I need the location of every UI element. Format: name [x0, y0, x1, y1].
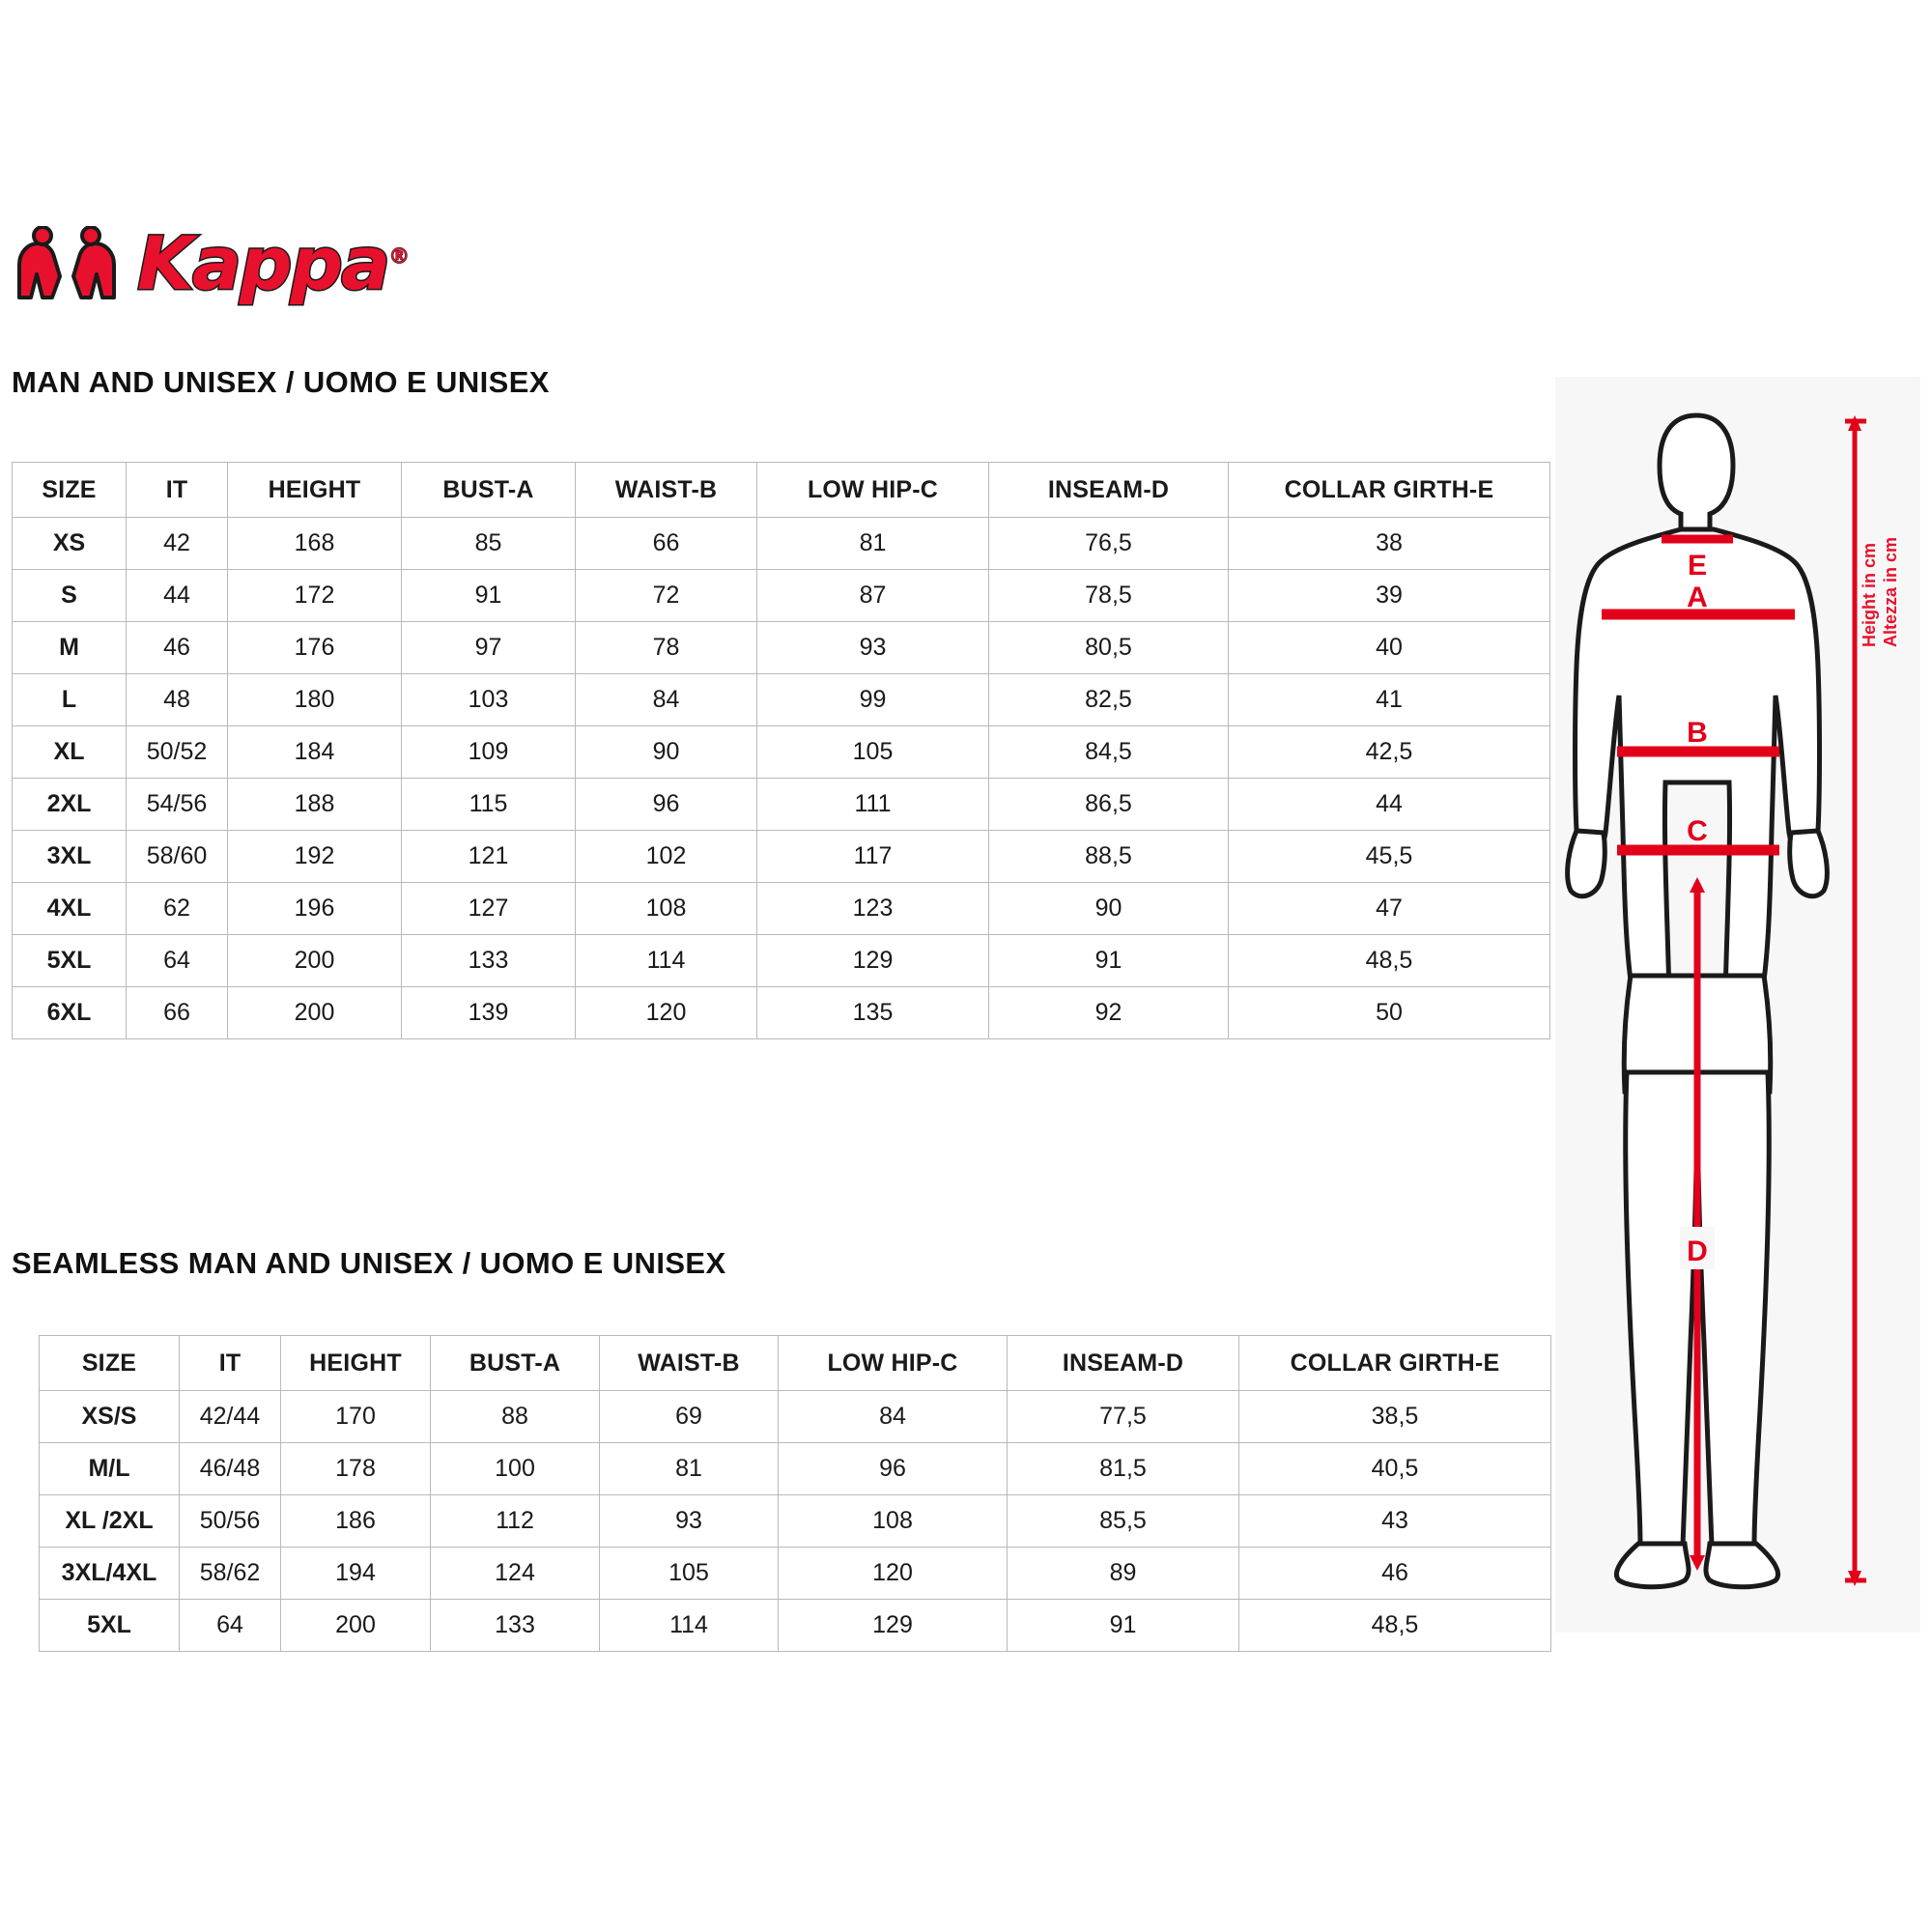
cell-bust: 85 [402, 518, 576, 570]
cell-it: 46 [127, 622, 228, 674]
cell-inseam: 88,5 [989, 831, 1229, 883]
table-row [40, 1443, 1551, 1495]
svg-text:D: D [1687, 1236, 1708, 1267]
cell-it: 42/44 [180, 1391, 281, 1443]
cell-it: 54/56 [127, 779, 228, 831]
col-header-height: HEIGHT [228, 463, 402, 518]
cell-low-hip: 129 [757, 935, 989, 987]
cell-collar-girth: 43 [1239, 1495, 1551, 1548]
cell-size: M/L [40, 1443, 180, 1495]
cell-it: 46/48 [180, 1443, 281, 1495]
cell-size: 6XL [13, 987, 127, 1039]
cell-height: 192 [228, 831, 402, 883]
cell-low-hip: 108 [779, 1495, 1008, 1548]
height-axis-label [1859, 435, 1917, 647]
col-header-inseam: INSEAM-D [1008, 1336, 1239, 1391]
kappa-omini-logo-icon [14, 226, 120, 301]
table-header-row [40, 1336, 1551, 1391]
table-row [13, 622, 1550, 674]
cell-low-hip: 81 [757, 518, 989, 570]
cell-inseam: 81,5 [1008, 1443, 1239, 1495]
cell-bust: 91 [402, 570, 576, 622]
cell-it: 66 [127, 987, 228, 1039]
table-row [13, 779, 1550, 831]
cell-size: 3XL [13, 831, 127, 883]
cell-inseam: 77,5 [1008, 1391, 1239, 1443]
col-header-inseam: INSEAM-D [989, 463, 1229, 518]
registered-mark: ® [388, 244, 409, 270]
cell-bust: 88 [431, 1391, 600, 1443]
cell-height: 200 [281, 1600, 431, 1652]
cell-bust: 133 [431, 1600, 600, 1652]
col-header-collar-girth: COLLAR GIRTH-E [1239, 1336, 1551, 1391]
cell-bust: 133 [402, 935, 576, 987]
cell-inseam: 90 [989, 883, 1229, 935]
cell-inseam: 85,5 [1008, 1495, 1239, 1548]
cell-bust: 127 [402, 883, 576, 935]
cell-inseam: 91 [1008, 1600, 1239, 1652]
cell-it: 42 [127, 518, 228, 570]
cell-it: 50/56 [180, 1495, 281, 1548]
kappa-logo [14, 220, 526, 307]
cell-height: 186 [281, 1495, 431, 1548]
cell-size: 4XL [13, 883, 127, 935]
cell-waist: 78 [576, 622, 757, 674]
cell-bust: 139 [402, 987, 576, 1039]
cell-low-hip: 129 [779, 1600, 1008, 1652]
cell-bust: 124 [431, 1548, 600, 1600]
cell-size: L [13, 674, 127, 726]
size-table-seamless [39, 1335, 1551, 1652]
cell-collar-girth: 41 [1229, 674, 1550, 726]
cell-collar-girth: 50 [1229, 987, 1550, 1039]
cell-low-hip: 111 [757, 779, 989, 831]
cell-bust: 121 [402, 831, 576, 883]
cell-waist: 102 [576, 831, 757, 883]
cell-size: S [13, 570, 127, 622]
svg-text:E: E [1687, 550, 1708, 582]
cell-height: 200 [228, 935, 402, 987]
cell-inseam: 89 [1008, 1548, 1239, 1600]
table-row [13, 883, 1550, 935]
cell-waist: 66 [576, 518, 757, 570]
kappa-wordmark-text: Kappa [137, 220, 389, 306]
cell-waist: 81 [600, 1443, 779, 1495]
cell-waist: 114 [576, 935, 757, 987]
col-header-bust: BUST-A [402, 463, 576, 518]
cell-inseam: 92 [989, 987, 1229, 1039]
cell-low-hip: 87 [757, 570, 989, 622]
cell-it: 64 [127, 935, 228, 987]
cell-it: 48 [127, 674, 228, 726]
col-header-height: HEIGHT [281, 1336, 431, 1391]
cell-height: 180 [228, 674, 402, 726]
cell-it: 50/52 [127, 726, 228, 779]
cell-waist: 93 [600, 1495, 779, 1548]
table-row [13, 831, 1550, 883]
cell-low-hip: 99 [757, 674, 989, 726]
col-header-it: IT [180, 1336, 281, 1391]
cell-low-hip: 117 [757, 831, 989, 883]
col-header-it: IT [127, 463, 228, 518]
cell-waist: 72 [576, 570, 757, 622]
cell-collar-girth: 48,5 [1239, 1600, 1551, 1652]
svg-text:A: A [1687, 582, 1708, 613]
svg-text:C: C [1687, 815, 1708, 847]
cell-bust: 115 [402, 779, 576, 831]
svg-text:B: B [1687, 717, 1708, 749]
table-row [13, 570, 1550, 622]
cell-collar-girth: 42,5 [1229, 726, 1550, 779]
height-label-it: Altezza in cm [1881, 536, 1900, 647]
cell-inseam: 91 [989, 935, 1229, 987]
cell-it: 58/60 [127, 831, 228, 883]
cell-height: 178 [281, 1443, 431, 1495]
cell-it: 44 [127, 570, 228, 622]
kappa-wordmark [137, 220, 409, 306]
cell-size: M [13, 622, 127, 674]
cell-height: 184 [228, 726, 402, 779]
table-row [13, 935, 1550, 987]
cell-size: XL /2XL [40, 1495, 180, 1548]
table-row [13, 518, 1550, 570]
cell-bust: 100 [431, 1443, 600, 1495]
cell-low-hip: 105 [757, 726, 989, 779]
cell-collar-girth: 46 [1239, 1548, 1551, 1600]
col-header-bust: BUST-A [431, 1336, 600, 1391]
cell-inseam: 76,5 [989, 518, 1229, 570]
cell-bust: 103 [402, 674, 576, 726]
cell-collar-girth: 39 [1229, 570, 1550, 622]
cell-it: 62 [127, 883, 228, 935]
col-header-waist: WAIST-B [576, 463, 757, 518]
height-label-en: Height in cm [1860, 542, 1879, 647]
section-title-man: MAN AND UNISEX / UOMO E UNISEX [12, 365, 550, 399]
cell-inseam: 84,5 [989, 726, 1229, 779]
size-table-man [12, 462, 1550, 1039]
cell-low-hip: 123 [757, 883, 989, 935]
cell-height: 188 [228, 779, 402, 831]
section-title-seamless: SEAMLESS MAN AND UNISEX / UOMO E UNISEX [12, 1246, 726, 1280]
col-header-size: SIZE [13, 463, 127, 518]
col-header-low-hip: LOW HIP-C [757, 463, 989, 518]
table-row [40, 1391, 1551, 1443]
cell-low-hip: 120 [779, 1548, 1008, 1600]
col-header-waist: WAIST-B [600, 1336, 779, 1391]
cell-bust: 97 [402, 622, 576, 674]
measurement-figure-panel [1555, 377, 1920, 1633]
cell-bust: 112 [431, 1495, 600, 1548]
table-header-row [13, 463, 1550, 518]
cell-bust: 109 [402, 726, 576, 779]
cell-size: 5XL [13, 935, 127, 987]
cell-collar-girth: 38,5 [1239, 1391, 1551, 1443]
cell-waist: 114 [600, 1600, 779, 1652]
cell-height: 196 [228, 883, 402, 935]
cell-collar-girth: 38 [1229, 518, 1550, 570]
cell-height: 194 [281, 1548, 431, 1600]
col-header-low-hip: LOW HIP-C [779, 1336, 1008, 1391]
cell-inseam: 86,5 [989, 779, 1229, 831]
cell-collar-girth: 45,5 [1229, 831, 1550, 883]
cell-it: 64 [180, 1600, 281, 1652]
cell-size: 3XL/4XL [40, 1548, 180, 1600]
cell-low-hip: 93 [757, 622, 989, 674]
cell-inseam: 80,5 [989, 622, 1229, 674]
table-row [13, 726, 1550, 779]
cell-low-hip: 135 [757, 987, 989, 1039]
cell-waist: 105 [600, 1548, 779, 1600]
cell-size: 5XL [40, 1600, 180, 1652]
table-row [13, 674, 1550, 726]
col-header-size: SIZE [40, 1336, 180, 1391]
cell-waist: 96 [576, 779, 757, 831]
cell-height: 200 [228, 987, 402, 1039]
cell-low-hip: 84 [779, 1391, 1008, 1443]
cell-waist: 120 [576, 987, 757, 1039]
cell-height: 176 [228, 622, 402, 674]
cell-waist: 84 [576, 674, 757, 726]
cell-height: 168 [228, 518, 402, 570]
cell-collar-girth: 48,5 [1229, 935, 1550, 987]
cell-collar-girth: 47 [1229, 883, 1550, 935]
cell-waist: 90 [576, 726, 757, 779]
cell-collar-girth: 44 [1229, 779, 1550, 831]
table-row [40, 1548, 1551, 1600]
cell-size: XS/S [40, 1391, 180, 1443]
cell-waist: 69 [600, 1391, 779, 1443]
col-header-collar-girth: COLLAR GIRTH-E [1229, 463, 1550, 518]
cell-size: 2XL [13, 779, 127, 831]
cell-size: XL [13, 726, 127, 779]
table-row [40, 1600, 1551, 1652]
cell-collar-girth: 40 [1229, 622, 1550, 674]
cell-size: XS [13, 518, 127, 570]
cell-height: 172 [228, 570, 402, 622]
table-row [13, 987, 1550, 1039]
cell-inseam: 82,5 [989, 674, 1229, 726]
cell-collar-girth: 40,5 [1239, 1443, 1551, 1495]
cell-low-hip: 96 [779, 1443, 1008, 1495]
cell-inseam: 78,5 [989, 570, 1229, 622]
cell-height: 170 [281, 1391, 431, 1443]
cell-it: 58/62 [180, 1548, 281, 1600]
table-row [40, 1495, 1551, 1548]
cell-waist: 108 [576, 883, 757, 935]
